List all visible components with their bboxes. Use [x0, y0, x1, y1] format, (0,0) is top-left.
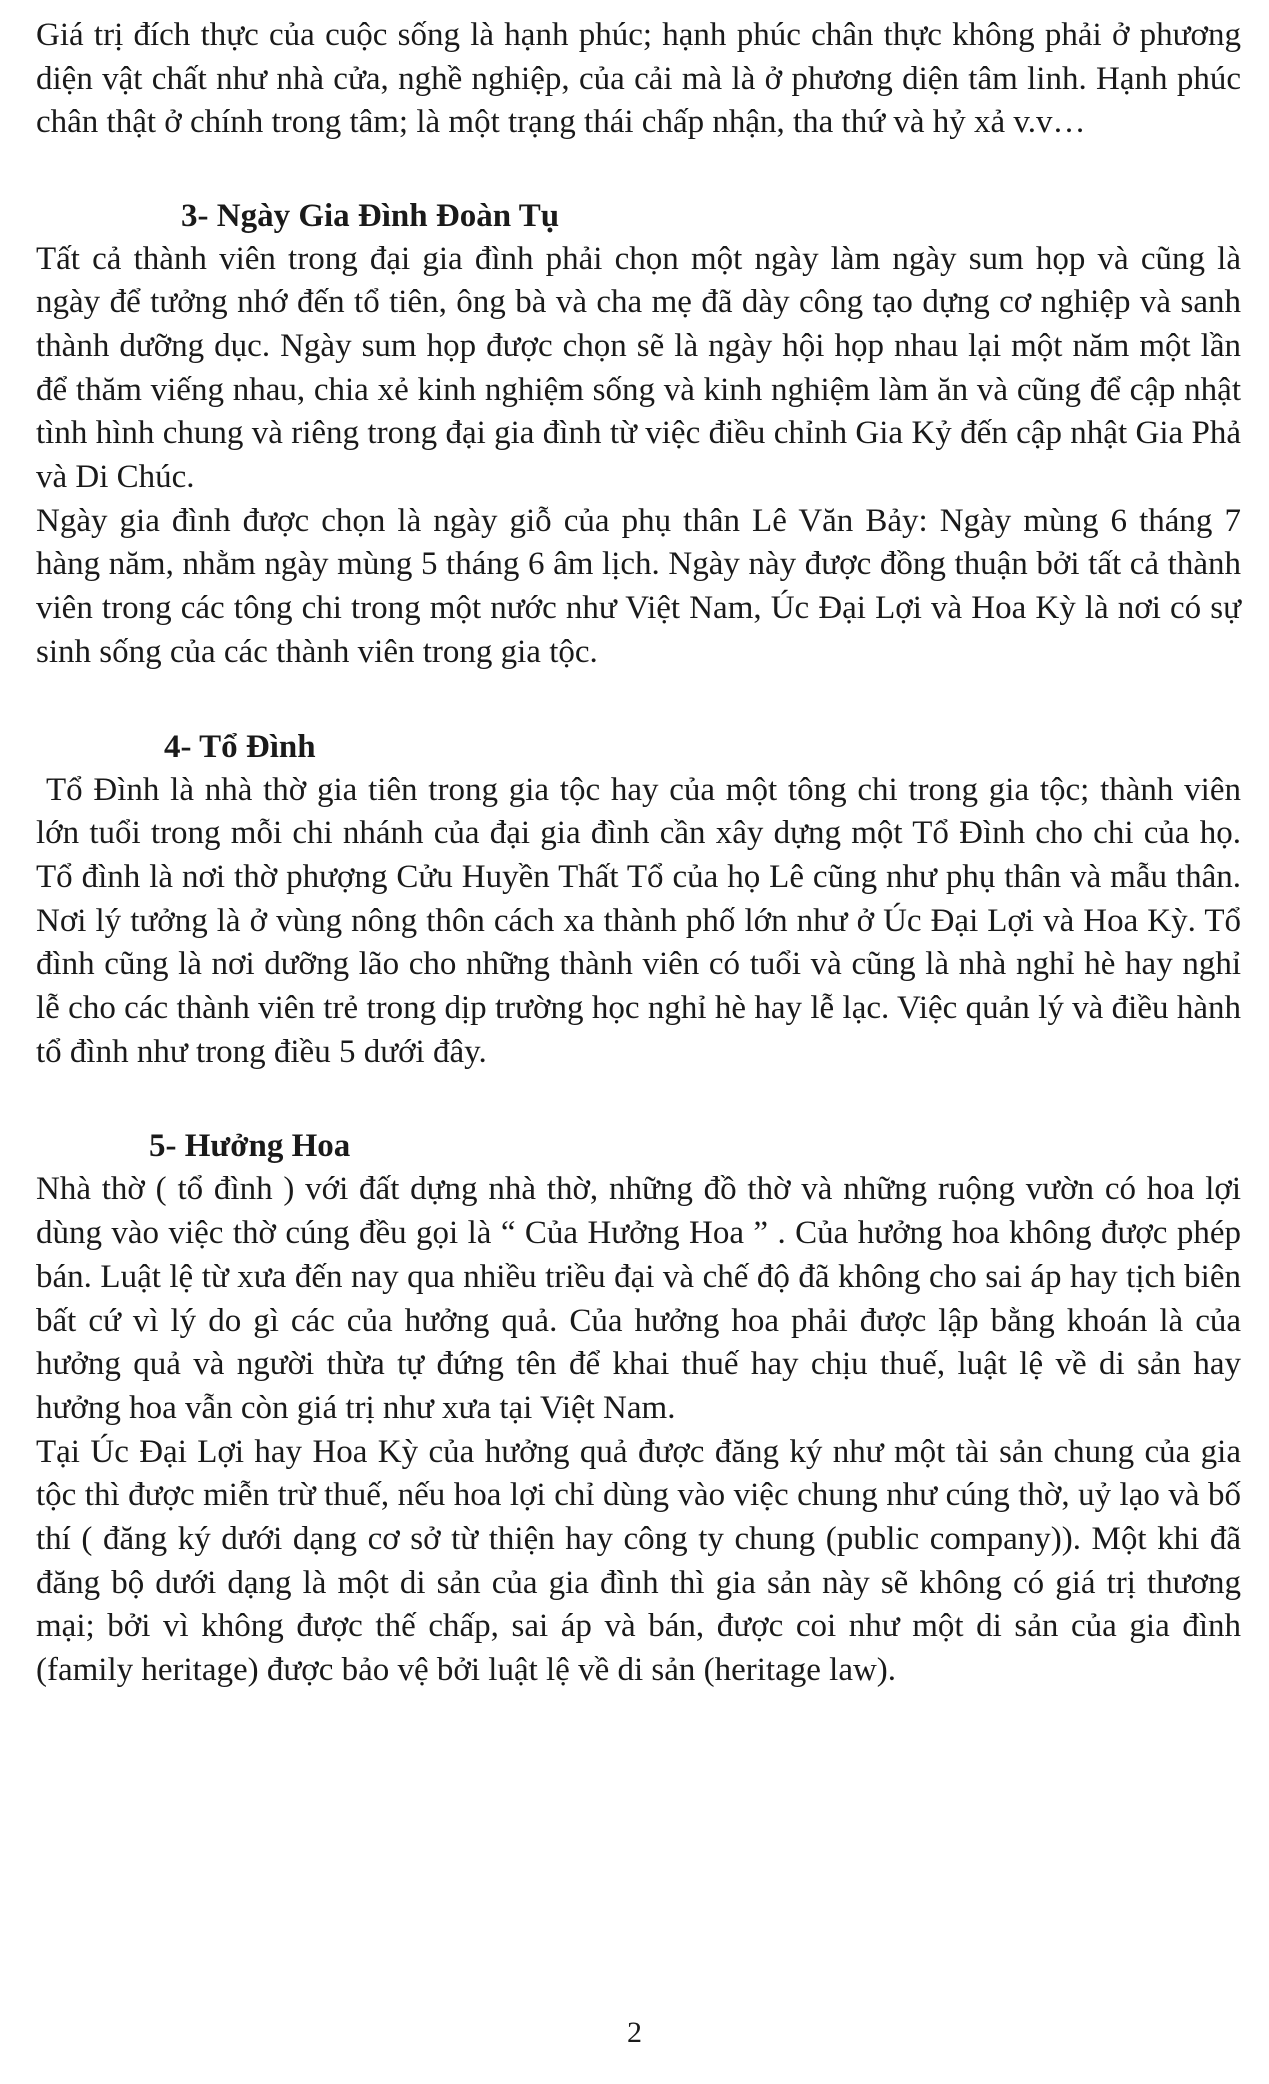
page-number: 2 [627, 2016, 642, 2049]
section-5-heading: 5- Hưởng Hoa [149, 1128, 351, 1165]
section-5-paragraph-1: Nhà thờ ( tổ đình ) với đất dựng nhà thờ, những đồ thờ và những ruộng vườn có hoa lợi dùng vào việc thờ cúng đều gọi là “ Của Hưởng Hoa ” . Của hưởng hoa không được phép bán. Luật lệ từ xưa đến nay qua nhiều triều đại và chế độ đã không cho sai áp hay tịch biên bất cứ vì lý do gì các của hưởng quả. Của hưởng hoa phải được lập bằng khoán là của hưởng quả và người thừa tự đứng tên để khai thuế hay chịu thuế, luật lệ về di sản hay hưởng hoa vẫn còn giá trị như xưa tại Việt Nam. [36, 1171, 1241, 1426]
section-4-paragraph-1: Tổ Đình là nhà thờ gia tiên trong gia tộc hay của một tông chi trong gia tộc; thành viên lớn tuổi trong mỗi chi nhánh của đại gia đình cần xây dựng một Tổ Đình cho chi của họ. Tổ đình là nơi thờ phượng Cửu Huyền Thất Tổ của họ Lê cũng như phụ thân và mẫu thân. Nơi lý tưởng là ở vùng nông thôn cách xa thành phố lớn như ở Úc Đại Lợi và Hoa Kỳ. Tổ đình cũng là nơi dưỡng lão cho những thành viên có tuổi và cũng là nhà nghỉ hè hay nghỉ lễ cho các thành viên trẻ trong dịp trường học nghỉ hè hay lễ lạc. Việc quản lý và điều hành tổ đình như trong điều 5 dưới đây. [36, 771, 1241, 1070]
section-3-heading: 3- Ngày Gia Đình Đoàn Tụ [181, 197, 560, 234]
document-page [36, 14, 1241, 1693]
section-5-paragraph-2: Tại Úc Đại Lợi hay Hoa Kỳ của hưởng quả được đăng ký như một tài sản chung của gia tộc thì được miễn trừ thuế, nếu hoa lợi chỉ dùng vào việc chung như cúng thờ, uỷ lạo và bố thí ( đăng ký dưới dạng cơ sở từ thiện hay công ty chung (public company)). Một khi đã đăng bộ dưới dạng là một di sản của gia đình thì gia sản này sẽ không có giá trị thương mại; bởi vì không được thế chấp, sai áp và bán, được coi như một di sản của gia đình (family heritage) được bảo vệ bởi luật lệ về di sản (heritage law). [36, 1433, 1241, 1689]
section-3-paragraph-2: Ngày gia đình được chọn là ngày giỗ của phụ thân Lê Văn Bảy: Ngày mùng 6 tháng 7 hàng năm, nhằm ngày mùng 5 tháng 6 âm lịch. Ngày này được đồng thuận bởi tất cả thành viên trong các tông chi trong một nước như Việt Nam, Úc Đại Lợi và Hoa Kỳ là nơi có sự sinh sống của các thành viên trong gia tộc. [36, 502, 1241, 670]
section-3-paragraph-1: Tất cả thành viên trong đại gia đình phải chọn một ngày làm ngày sum họp và cũng là ngày để tưởng nhớ đến tổ tiên, ông bà và cha mẹ đã dày công tạo dựng cơ nghiệp và sanh thành dưỡng dục. Ngày sum họp được chọn sẽ là ngày hội họp nhau lại một năm một lần để thăm viếng nhau, chia xẻ kinh nghiệm sống và kinh nghiệm làm ăn và cũng để cập nhật tình hình chung và riêng trong đại gia đình từ việc điều chỉnh Gia Kỷ đến cập nhật Gia Phả và Di Chúc. [36, 240, 1241, 496]
section-4-heading: 4- Tổ Đình [164, 728, 316, 765]
intro-paragraph: Giá trị đích thực của cuộc sống là hạnh phúc; hạnh phúc chân thực không phải ở phương diện vật chất như nhà cửa, nghề nghiệp, của cải mà là ở phương diện tâm linh. Hạnh phúc chân thật ở chính trong tâm; là một trạng thái chấp nhận, tha thứ và hỷ xả v.v… [36, 17, 1241, 140]
